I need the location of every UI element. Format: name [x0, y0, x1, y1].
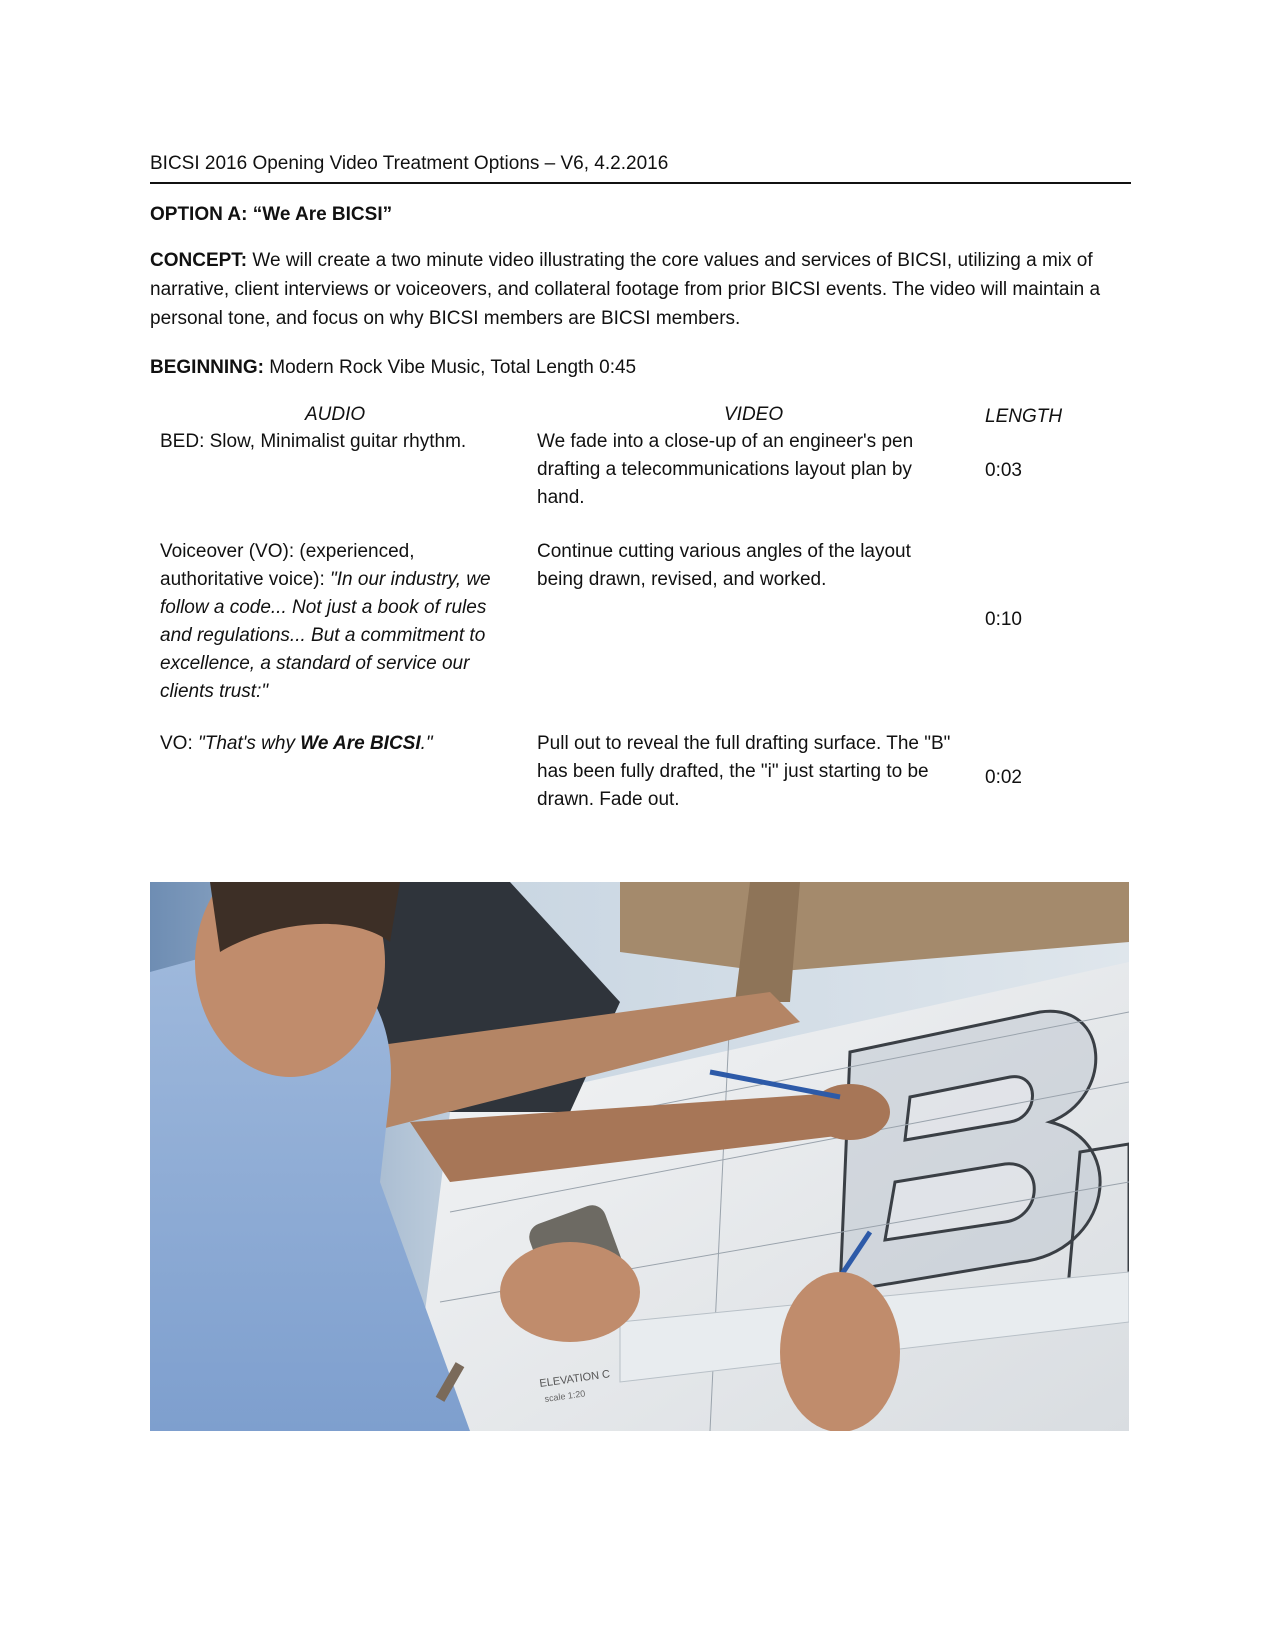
row-2-audio-quote: "In our industry, we follow a code... Not just a book of rules and regulations... But a commitment to excellence, a standard of service our clients trust:" [160, 569, 491, 702]
row-3-audio [160, 730, 522, 758]
drawing-label: ELEVATION C [538, 1368, 611, 1390]
concept-label: CONCEPT: [150, 250, 248, 271]
beginning-line [150, 356, 636, 380]
row-2-length: 0:10 [985, 609, 1022, 630]
row-3-audio-emphasis: We Are BICSI [300, 733, 421, 754]
video-column-header: VIDEO [724, 404, 784, 425]
row-1-audio: BED: Slow, Minimalist guitar rhythm. [160, 431, 467, 452]
length-column-header: LENGTH [985, 406, 1063, 427]
document-header: BICSI 2016 Opening Video Treatment Options – V6, 4.2.2016 [150, 152, 1131, 184]
row-3-video: Pull out to reveal the full drafting surface. The "B" has been fully drafted, the "i" just starting to be drawn. Fade out. [537, 733, 951, 810]
option-title: OPTION A: “We Are BICSI” [150, 204, 393, 225]
beginning-label: BEGINNING: [150, 357, 264, 378]
letter-b-drawing [840, 1011, 1100, 1292]
scale-label: scale 1:20 [543, 1388, 586, 1404]
row-3-length: 0:02 [985, 767, 1022, 788]
drafting-table-photo [150, 882, 1129, 1431]
row-2-video: Continue cutting various angles of the layout being drawn, revised, and worked. [537, 541, 911, 590]
concept-text: We will create a two minute video illustrating the core values and services of BICSI, utilizing a mix of narrative, client interviews or voiceovers, and collateral footage from prior BICSI events. The video will maintain a personal tone, and focus on why BICSI members are BICSI members. [150, 250, 1101, 329]
row-1-video: We fade into a close-up of an engineer's pen drafting a telecommunications layout plan by hand. [537, 431, 914, 508]
row-2-audio [160, 538, 522, 706]
row-3-audio-quote-end: ." [420, 733, 433, 754]
row-1-length: 0:03 [985, 460, 1022, 481]
row-3-audio-plain: VO: [160, 733, 199, 754]
beginning-text: Modern Rock Vibe Music, Total Length 0:45 [264, 357, 637, 378]
audio-column-header: AUDIO [305, 404, 366, 425]
row-3-audio-quote-start: "That's why [198, 733, 301, 754]
concept-paragraph [150, 246, 1140, 333]
row-2-audio-plain: Voiceover (VO): (experienced, authoritative voice): [160, 541, 415, 590]
